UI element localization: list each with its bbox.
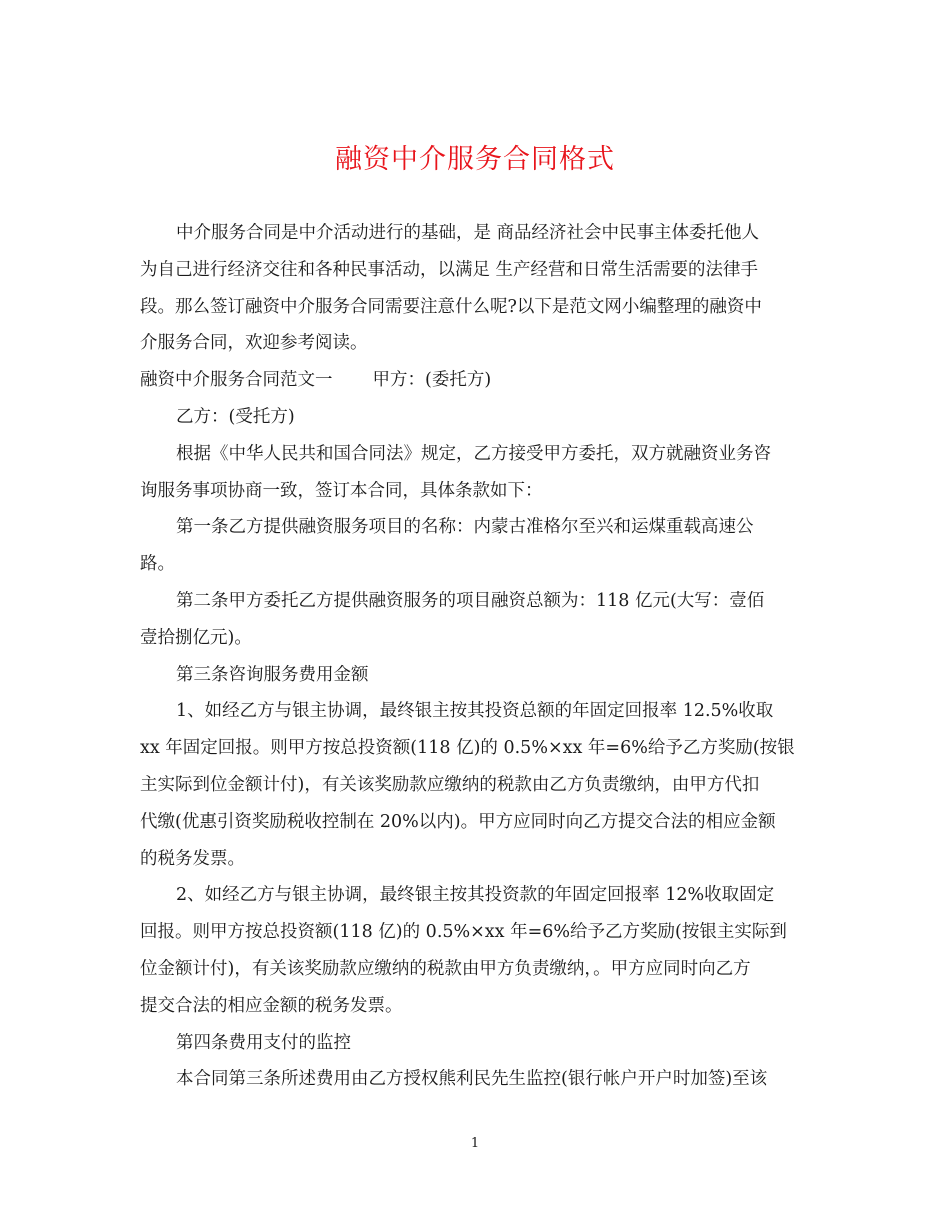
party-b-label: 乙方：(受托方): [176, 406, 295, 427]
clause-one-line: 主实际到位金额计付)，有关该奖励款应缴纳的税款由乙方负责缴纳，由甲方代扣: [140, 774, 760, 795]
sample-heading: 融资中介服务合同范文一: [140, 370, 333, 391]
article-four-heading: 第四条费用支付的监控: [176, 1032, 351, 1053]
paragraph-line: 段。那么签订融资中介服务合同需要注意什么呢?以下是范文网小编整理的融资中: [140, 296, 762, 317]
document-title: 融资中介服务合同格式: [335, 144, 615, 175]
paragraph-line: 介服务合同，欢迎参考阅读。: [140, 333, 368, 354]
paragraph-line: 根据《中华人民共和国合同法》规定，乙方接受甲方委托，双方就融资业务咨: [176, 443, 771, 464]
document-body: [140, 215, 812, 1098]
party-a-label: 甲方：(委托方): [372, 370, 492, 391]
clause-one-line: 代缴(优惠引资奖励税收控制在 20%以内)。甲方应同时向乙方提交合法的相应金额: [140, 811, 776, 832]
paragraph-line: 为自己进行经济交往和各种民事活动，以满足 生产经营和日常生活需要的法律手: [140, 259, 759, 280]
article-one-line: 路。: [140, 554, 175, 575]
clause-two-line: 2、如经乙方与银主协调，最终银主按其投资款的年固定回报率 12%收取固定: [176, 885, 775, 906]
clause-one-line: 的税务发票。: [140, 848, 245, 869]
article-three-heading: 第三条咨询服务费用金额: [176, 664, 369, 685]
sample-heading-line: [140, 362, 812, 399]
paragraph-line: 本合同第三条所述费用由乙方授权熊利民先生监控(银行帐户开户时加签)至该: [176, 1069, 768, 1090]
clause-two-line: 提交合法的相应金额的税务发票。: [140, 995, 403, 1016]
clause-one-line: 1、如经乙方与银主协调，最终银主按其投资总额的年固定回报率 12.5%收取: [176, 701, 774, 722]
page-number: 1: [470, 1136, 480, 1151]
article-two-line: 第二条甲方委托乙方提供融资服务的项目融资总额为：118 亿元(大写：壹佰: [176, 590, 765, 611]
clause-two-line: 位金额计付)，有关该奖励款应缴纳的税款由甲方负责缴纳，。甲方应同时向乙方: [140, 958, 751, 979]
paragraph-line: 询服务事项协商一致，签订本合同，具体条款如下：: [140, 480, 543, 501]
clause-one-line: xx 年固定回报。则甲方按总投资额(118 亿)的 0.5%×xx 年=6%给予乙方奖励(按银: [140, 738, 795, 759]
clause-two-line: 回报。则甲方按总投资额(118 亿)的 0.5%×xx 年=6%给予乙方奖励(按银主实际到: [140, 922, 787, 943]
article-one-line: 第一条乙方提供融资服务项目的名称：内蒙古准格尔至兴和运煤重载高速公: [176, 517, 754, 538]
paragraph-line: 中介服务合同是中介活动进行的基础，是 商品经济社会中民事主体委托他人: [176, 223, 760, 243]
article-two-line: 壹拾捌亿元)。: [140, 627, 252, 648]
